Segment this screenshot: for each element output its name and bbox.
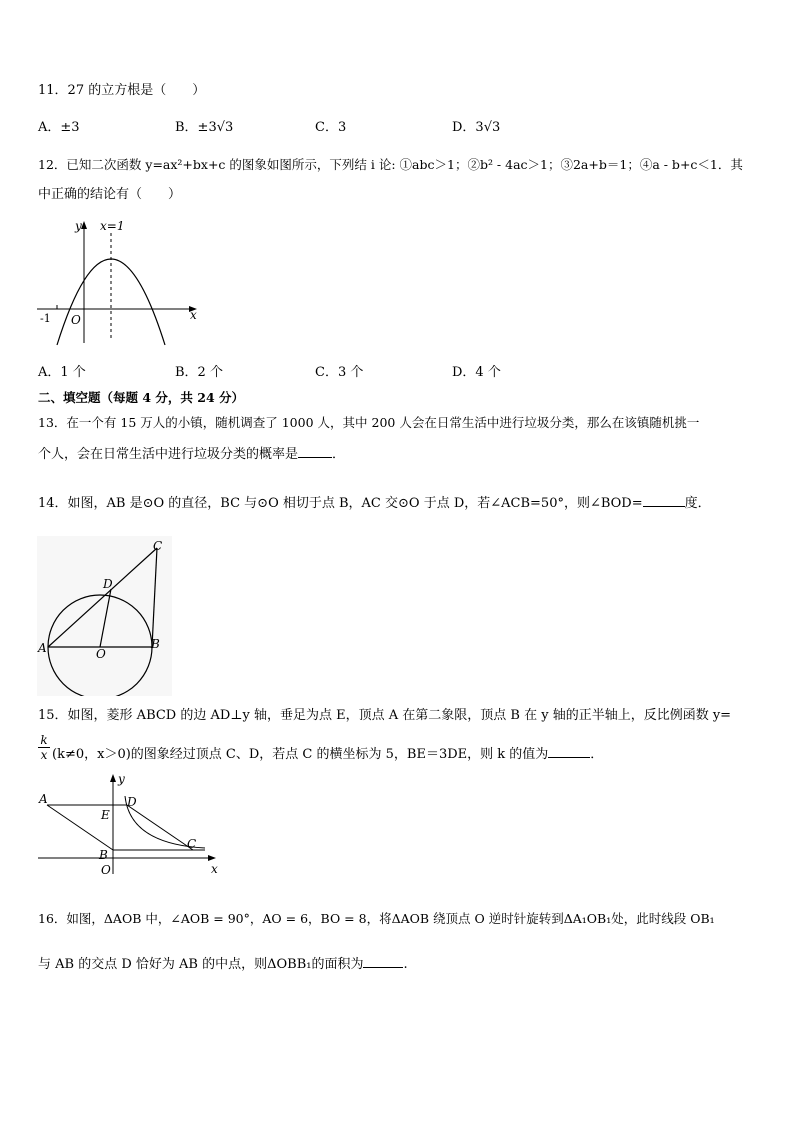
q12-neg-one-label: -1 bbox=[40, 312, 51, 325]
q15-label-x: x bbox=[211, 862, 218, 876]
q12-y-label: y bbox=[75, 219, 82, 233]
q11-stem: 11．27 的立方根是（ ） bbox=[38, 83, 206, 98]
q15-label-e: E bbox=[101, 808, 110, 822]
q14-text-prefix: 14．如图，AB 是⊙O 的直径，BC 与⊙O 相切于点 B，AC 交⊙O 于点 D，若∠ACB=50°，则∠BOD= bbox=[38, 496, 643, 511]
q13-line2-suffix: ． bbox=[332, 447, 346, 462]
q14-answer-blank[interactable] bbox=[643, 494, 685, 507]
q12-stem-line1: 12．已知二次函数 y=ax²+bx+c 的图象如图所示，下列结 i 论: ①abc＞1；②b² - 4ac＞1；③2a+b＝1；④a - b+c＜1．其 bbox=[38, 157, 743, 172]
q14-circle-figure bbox=[37, 536, 172, 696]
q15-label-y: y bbox=[118, 772, 125, 786]
q15-answer-blank[interactable] bbox=[548, 745, 590, 758]
q15-label-c: C bbox=[187, 837, 197, 851]
q15-line2-suffix: ． bbox=[590, 747, 604, 762]
q16-line2 bbox=[38, 955, 408, 974]
q14-label-c: C bbox=[153, 539, 163, 553]
q12-option-b: B．2 个 bbox=[175, 365, 223, 380]
q13-answer-blank[interactable] bbox=[298, 445, 332, 458]
q14-label-d: D bbox=[103, 577, 113, 591]
q14-text-suffix: 度． bbox=[684, 496, 711, 511]
q12-origin-label: O bbox=[71, 313, 81, 327]
q15-rhombus-figure bbox=[35, 770, 225, 878]
q13-line1: 13．在一个有 15 万人的小镇，随机调查了 1000 人，其中 200 人会在日常生活中进行垃圾分类，那么在该镇随机挑一 bbox=[38, 415, 700, 430]
q13-line2-prefix: 个人，会在日常生活中进行垃圾分类的概率是 bbox=[38, 447, 299, 462]
section-title: 二、填空题（每题 4 分，共 24 分） bbox=[38, 390, 245, 405]
q16-answer-blank[interactable] bbox=[363, 955, 403, 968]
q15-line2 bbox=[52, 745, 603, 764]
q16-line2-suffix: . bbox=[403, 957, 408, 972]
q14-label-a: A bbox=[38, 641, 47, 655]
q16-line1: 16．如图，ΔAOB 中，∠AOB = 90°，AO = 6，BO = 8，将ΔAOB 绕顶点 O 逆时针旋转到ΔA₁OB₁处，此时线段 OB₁ bbox=[38, 911, 715, 926]
q13-line2 bbox=[38, 445, 345, 464]
q15-line1: 15．如图，菱形 ABCD 的边 AD⊥y 轴，垂足为点 E，顶点 A 在第二象限，顶点 B 在 y 轴的正半轴上，反比例函数 y= bbox=[38, 708, 732, 723]
q11-option-b: B．±3√3 bbox=[175, 120, 234, 135]
q11-option-c: C．3 bbox=[315, 120, 347, 135]
q12-option-d: D．4 个 bbox=[452, 365, 501, 380]
q15-label-b: B bbox=[99, 848, 108, 862]
q15-fraction bbox=[38, 733, 50, 762]
q12-stem-line2: 中正确的结论有（ ） bbox=[38, 187, 182, 202]
q15-label-o: O bbox=[101, 863, 111, 877]
q12-option-c: C．3 个 bbox=[315, 365, 364, 380]
q15-label-d: D bbox=[127, 795, 137, 809]
q11-option-a: A．±3 bbox=[38, 120, 80, 135]
q12-x-label: x bbox=[190, 308, 197, 322]
q15-frac-numerator: k bbox=[40, 733, 48, 747]
q15-frac-denominator: x bbox=[40, 748, 48, 762]
q15-label-a: A bbox=[39, 792, 48, 806]
q14-label-o: O bbox=[96, 647, 106, 661]
q12-parabola-figure bbox=[35, 215, 205, 350]
q16-line2-prefix: 与 AB 的交点 D 恰好为 AB 的中点，则ΔOBB₁的面积为 bbox=[38, 957, 364, 972]
q14-label-b: B bbox=[151, 637, 160, 651]
q14-text bbox=[38, 494, 711, 513]
q11-option-d: D．3√3 bbox=[452, 120, 501, 135]
q15-line2-prefix: (k≠0，x＞0)的图象经过顶点 C、D，若点 C 的横坐标为 5，BE＝3DE，则 k 的值为 bbox=[52, 747, 549, 762]
q12-option-a: A．1 个 bbox=[38, 365, 86, 380]
q12-axis-line-label: x=1 bbox=[100, 219, 125, 233]
